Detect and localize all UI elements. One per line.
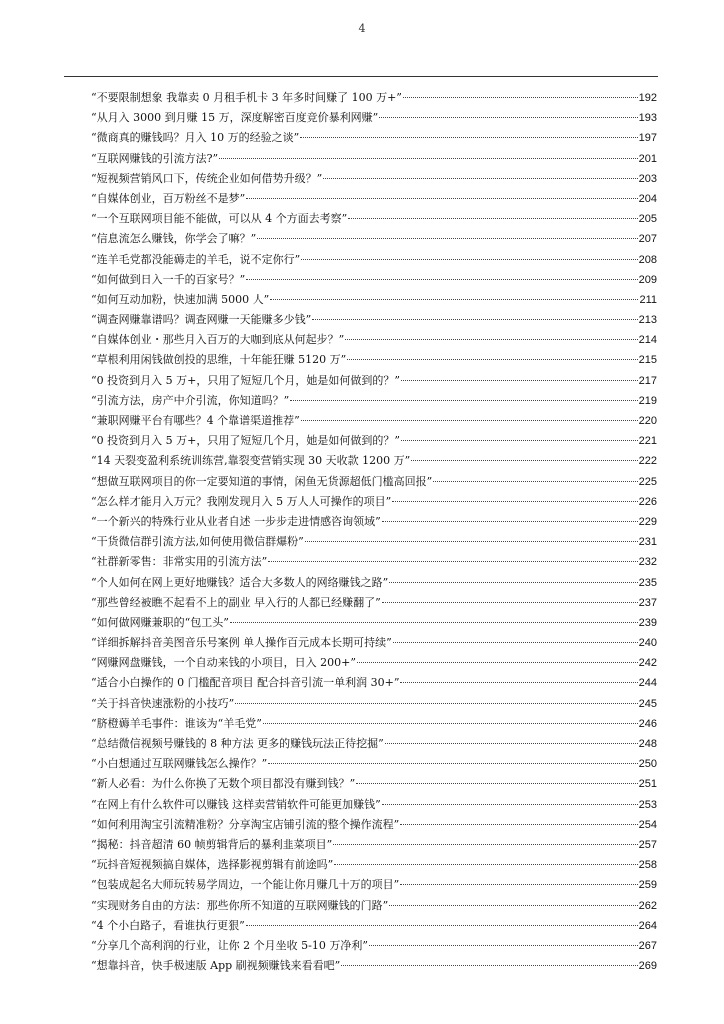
- toc-entry-page: 250: [638, 758, 657, 771]
- toc-entry-page: 240: [638, 637, 657, 650]
- toc-entry-page: 254: [638, 818, 657, 831]
- toc-entry-title: “干货微信群引流方法,如何使用微信群爆粉”: [91, 535, 304, 549]
- toc-entry-page: 264: [638, 919, 657, 932]
- toc-entry-title: “小白想通过互联网赚钱怎么操作？”: [91, 757, 268, 771]
- toc-dot-leader: [400, 682, 637, 683]
- toc-entry-title: “个人如何在网上更好地赚钱？适合大多数人的网络赚钱之路”: [91, 575, 389, 589]
- toc-entry-page: 208: [638, 253, 657, 266]
- toc-entry-title: “揭秘：抖音超清 60 帧剪辑背后的暴利韭菜项目”: [91, 837, 333, 851]
- toc-entry-title: “想靠抖音，快手极速版 App 刷视频赚钱来看看吧”: [91, 959, 341, 973]
- toc-dot-leader: [433, 481, 637, 482]
- toc-entry-title: “0 投资到月入 5 万+，只用了短短几个月，她是如何做到的？”: [91, 434, 400, 448]
- toc-entry[interactable]: [91, 270, 657, 290]
- toc-entry[interactable]: [91, 229, 657, 249]
- toc-entry[interactable]: [91, 310, 657, 330]
- toc-entry-page: 213: [638, 314, 657, 327]
- page-number: 4: [358, 22, 366, 35]
- toc-entry-title: “互联网赚钱的引流方法?”: [91, 151, 219, 165]
- toc-entry-page: 214: [638, 334, 657, 347]
- toc-entry[interactable]: [91, 451, 657, 471]
- toc-entry[interactable]: [91, 472, 657, 492]
- toc-entry-title: “如何利用淘宝引流精准粉？分享淘宝店铺引流的整个操作流程”: [91, 817, 400, 831]
- toc-dot-leader: [357, 662, 638, 663]
- toc-entry[interactable]: [91, 795, 657, 815]
- toc-dot-leader: [400, 824, 637, 825]
- toc-entry-page: 203: [638, 172, 657, 185]
- toc-dot-leader: [301, 420, 638, 421]
- toc-entry[interactable]: [91, 290, 657, 310]
- toc-entry[interactable]: [91, 593, 657, 613]
- toc-entry-page: 269: [638, 960, 657, 973]
- toc-dot-leader: [268, 561, 637, 562]
- toc-entry-title: “如何互动加粉，快速加满 5000 人”: [91, 292, 270, 306]
- toc-dot-leader: [401, 440, 638, 441]
- toc-entry-page: 239: [638, 616, 657, 629]
- toc-entry-page: 207: [638, 233, 657, 246]
- toc-entry-page: 226: [638, 495, 657, 508]
- toc-entry-title: “一个新兴的特殊行业从业者自述 一步步走进情感咨询领域”: [91, 514, 381, 528]
- toc-dot-leader: [392, 501, 637, 502]
- toc-entry-page: 229: [638, 515, 657, 528]
- toc-dot-leader: [246, 279, 637, 280]
- toc-entry[interactable]: [91, 330, 657, 350]
- toc-dot-leader: [230, 622, 638, 623]
- toc-entry[interactable]: [91, 815, 657, 835]
- toc-entry-title: “如何做到日入一千的百家号？”: [91, 272, 246, 286]
- toc-entry-page: 201: [638, 152, 657, 165]
- toc-entry-title: “网赚网盘赚钱，一个自动来钱的小项目，日入 200+”: [91, 656, 356, 670]
- toc-entry[interactable]: [91, 573, 657, 593]
- toc-entry-title: “0 投资到月入 5 万+，只用了短短几个月，她是如何做到的？”: [91, 373, 400, 387]
- toc-entry-page: 220: [638, 415, 657, 427]
- toc-entry-page: 221: [638, 435, 657, 448]
- toc-entry-title: “微商真的赚钱吗？月入 10 万的经验之谈”: [91, 131, 300, 145]
- toc-dot-leader: [334, 864, 637, 865]
- toc-entry[interactable]: [91, 835, 657, 855]
- toc-entry-page: 246: [638, 717, 657, 730]
- toc-entry[interactable]: [91, 189, 657, 209]
- toc-entry[interactable]: [91, 250, 657, 270]
- toc-entry-title: “信息流怎么赚钱，你学会了嘛？”: [91, 232, 257, 246]
- toc-entry-page: 225: [638, 475, 657, 488]
- toc-entry-page: 259: [638, 879, 657, 892]
- toc-entry[interactable]: [91, 108, 657, 128]
- toc-entry-title: “如何做网赚兼职的“包工头”: [91, 615, 229, 629]
- toc-entry-title: “怎么样才能月入万元？我刚发现月入 5 万人人可操作的项目”: [91, 494, 392, 508]
- toc-entry[interactable]: [91, 613, 657, 633]
- toc-entry-title: “从月入 3000 到月赚 15 万，深度解密百度竞价暴利网赚”: [91, 111, 379, 125]
- toc-dot-leader: [246, 198, 637, 199]
- toc-entry-page: 258: [638, 859, 657, 872]
- toc-dot-leader: [235, 703, 637, 704]
- toc-dot-leader: [385, 743, 638, 744]
- toc-entry-page: 192: [638, 92, 657, 104]
- toc-entry-title: “一个互联网项目能不能做，可以从 4 个方面去考察”: [91, 212, 348, 226]
- toc-dot-leader: [270, 299, 638, 300]
- toc-entry-page: 242: [638, 657, 657, 670]
- toc-entry-page: 215: [638, 354, 657, 367]
- toc-entry[interactable]: [91, 371, 657, 391]
- toc-dot-leader: [219, 158, 637, 159]
- toc-entry-page: 205: [638, 213, 657, 226]
- toc-entry[interactable]: [91, 875, 657, 895]
- toc-dot-leader: [263, 723, 638, 724]
- toc-entry-title: “自媒体创业・那些月入百万的大咖到底从何起步？”: [91, 333, 345, 347]
- toc-entry-page: 193: [638, 112, 657, 125]
- toc-entry-title: “关于抖音快速涨粉的小技巧”: [91, 696, 235, 710]
- toc-entry-title: “4 个小白路子，看谁执行更狠”: [91, 918, 245, 932]
- toc-entry[interactable]: [91, 633, 657, 653]
- toc-entry-title: “分享几个高利润的行业，让你 2 个月坐收 5-10 万净利”: [91, 938, 368, 952]
- toc-entry[interactable]: [91, 896, 657, 916]
- toc-entry-page: 244: [638, 677, 657, 690]
- toc-entry-page: 222: [638, 455, 657, 468]
- toc-entry-title: “脐橙薅羊毛事件：谁该为“羊毛党”: [91, 716, 262, 730]
- toc-entry-title: “连羊毛党都没能薅走的羊毛，说不定你行”: [91, 252, 301, 266]
- toc-entry-title: “包装成起名大师玩转易学周边，一个能让你月赚几十万的项目”: [91, 878, 400, 892]
- toc-entry-page: 231: [638, 536, 657, 549]
- toc-entry-page: 204: [638, 192, 657, 205]
- toc-dot-leader: [257, 238, 637, 239]
- toc-entry-title: “想做互联网项目的你一定要知道的事情，闲鱼无货源超低门槛高回报”: [91, 474, 433, 488]
- toc-dot-leader: [379, 117, 637, 118]
- toc-dot-leader: [389, 582, 637, 583]
- toc-entry-title: “兼职网赚平台有哪些？4 个靠谱渠道推荐”: [91, 414, 300, 427]
- toc-dot-leader: [268, 763, 637, 764]
- toc-dot-leader: [403, 97, 638, 98]
- header-rule: [64, 76, 658, 77]
- toc-dot-leader: [323, 178, 637, 179]
- toc-entry-page: 237: [638, 596, 657, 609]
- toc-dot-leader: [382, 602, 638, 603]
- toc-dot-leader: [341, 965, 637, 966]
- toc-entry-page: 197: [638, 132, 657, 145]
- toc-entry[interactable]: [91, 391, 657, 411]
- toc-entry-title: “不要限制想象 我靠卖 0 月租手机卡 3 年多时间赚了 100 万+”: [91, 91, 402, 104]
- toc-entry-title: “14 天裂变盈利系统训练营,靠裂变营销实现 30 天收款 1200 万”: [91, 454, 411, 468]
- toc-entry-title: “实现财务自由的方法：那些你所不知道的互联网赚钱的门路”: [91, 898, 389, 912]
- toc-entry-page: 217: [638, 374, 657, 387]
- toc-entry-page: 245: [638, 697, 657, 710]
- toc-entry-title: “自媒体创业，百万粉丝不是梦”: [91, 191, 246, 205]
- toc-dot-leader: [348, 218, 637, 219]
- toc-entry[interactable]: [91, 169, 657, 189]
- toc-dot-leader: [246, 925, 638, 926]
- toc-entry-title: “调查网赚靠谱吗？调查网赚一天能赚多少钱”: [91, 313, 312, 327]
- toc-dot-leader: [290, 400, 637, 401]
- toc-entry-title: “社群新零售：非常实用的引流方法”: [91, 555, 268, 569]
- toc-entry-title: “草根利用闲钱做创投的思维，十年能狂赚 5120 万”: [91, 353, 347, 367]
- toc-dot-leader: [382, 521, 638, 522]
- toc-dot-leader: [382, 804, 638, 805]
- toc-entry-title: “引流方法，房产中介引流，你知道吗？”: [91, 393, 290, 407]
- toc-dot-leader: [369, 945, 638, 946]
- toc-dot-leader: [401, 380, 638, 381]
- toc-dot-leader: [305, 541, 638, 542]
- toc-entry[interactable]: [91, 128, 657, 148]
- toc-dot-leader: [312, 319, 637, 320]
- toc-entry[interactable]: [91, 411, 657, 431]
- toc-entry-page: 251: [638, 778, 657, 791]
- toc-dot-leader: [411, 460, 637, 461]
- toc-dot-leader: [400, 884, 637, 885]
- toc-entry-page: 219: [638, 394, 657, 407]
- toc-entry-page: 257: [638, 838, 657, 851]
- toc-entry[interactable]: [91, 653, 657, 673]
- toc-entry-title: “在网上有什么软件可以赚钱 这样卖营销软件可能更加赚钱”: [91, 797, 381, 811]
- toc-entry-page: 232: [638, 556, 657, 569]
- toc-entry-title: “适合小白操作的 0 门槛配音项目 配合抖音引流一单利润 30+”: [91, 676, 400, 690]
- toc-dot-leader: [356, 783, 637, 784]
- toc-entry-title: “新人必看：为什么你换了无数个项目都没有赚到钱？”: [91, 777, 356, 791]
- toc-entry-page: 209: [638, 273, 657, 286]
- toc-entry[interactable]: [91, 734, 657, 754]
- toc-entry-title: “详细拆解抖音美图音乐号案例 单人操作百元成本长期可持续”: [91, 636, 392, 650]
- toc-entry-page: 267: [638, 939, 657, 952]
- toc-entry-page: 253: [638, 798, 657, 811]
- toc-entry[interactable]: [91, 88, 657, 108]
- toc-entry[interactable]: [91, 774, 657, 794]
- toc-entry[interactable]: [91, 673, 657, 693]
- toc-entry[interactable]: [91, 209, 657, 229]
- toc-dot-leader: [347, 359, 637, 360]
- toc-entry-title: “玩抖音短视频搞自媒体，选择影视剪辑有前途吗”: [91, 858, 334, 872]
- toc-dot-leader: [345, 339, 637, 340]
- toc-entry-page: 211: [639, 293, 657, 306]
- toc-dot-leader: [301, 259, 637, 260]
- toc-entry[interactable]: [91, 532, 657, 552]
- toc-dot-leader: [393, 642, 638, 643]
- toc-entry-page: 248: [638, 738, 657, 750]
- toc-entry[interactable]: [91, 956, 657, 976]
- toc-entry[interactable]: [91, 512, 657, 532]
- toc-entry[interactable]: [91, 431, 657, 451]
- toc-entry[interactable]: [91, 350, 657, 370]
- toc-entry-title: “短视频营销风口下，传统企业如何借势升级？”: [91, 171, 323, 185]
- toc-entry[interactable]: [91, 916, 657, 936]
- toc-dot-leader: [333, 844, 637, 845]
- toc-dot-leader: [300, 137, 637, 138]
- toc-entry[interactable]: [91, 552, 657, 572]
- toc-entry-page: 262: [638, 899, 657, 912]
- table-of-contents: [91, 88, 657, 976]
- toc-dot-leader: [389, 905, 637, 906]
- toc-entry[interactable]: [91, 714, 657, 734]
- toc-entry[interactable]: [91, 855, 657, 875]
- toc-entry[interactable]: [91, 694, 657, 714]
- toc-entry-title: “那些曾经被瞧不起看不上的副业 早入行的人都已经赚翻了”: [91, 595, 381, 609]
- toc-entry-page: 235: [638, 576, 657, 589]
- toc-entry[interactable]: [91, 754, 657, 774]
- toc-entry[interactable]: [91, 149, 657, 169]
- toc-entry[interactable]: [91, 492, 657, 512]
- toc-entry[interactable]: [91, 936, 657, 956]
- toc-entry-title: “总结微信视频号赚钱的 8 种方法 更多的赚钱玩法正待挖掘”: [91, 737, 384, 750]
